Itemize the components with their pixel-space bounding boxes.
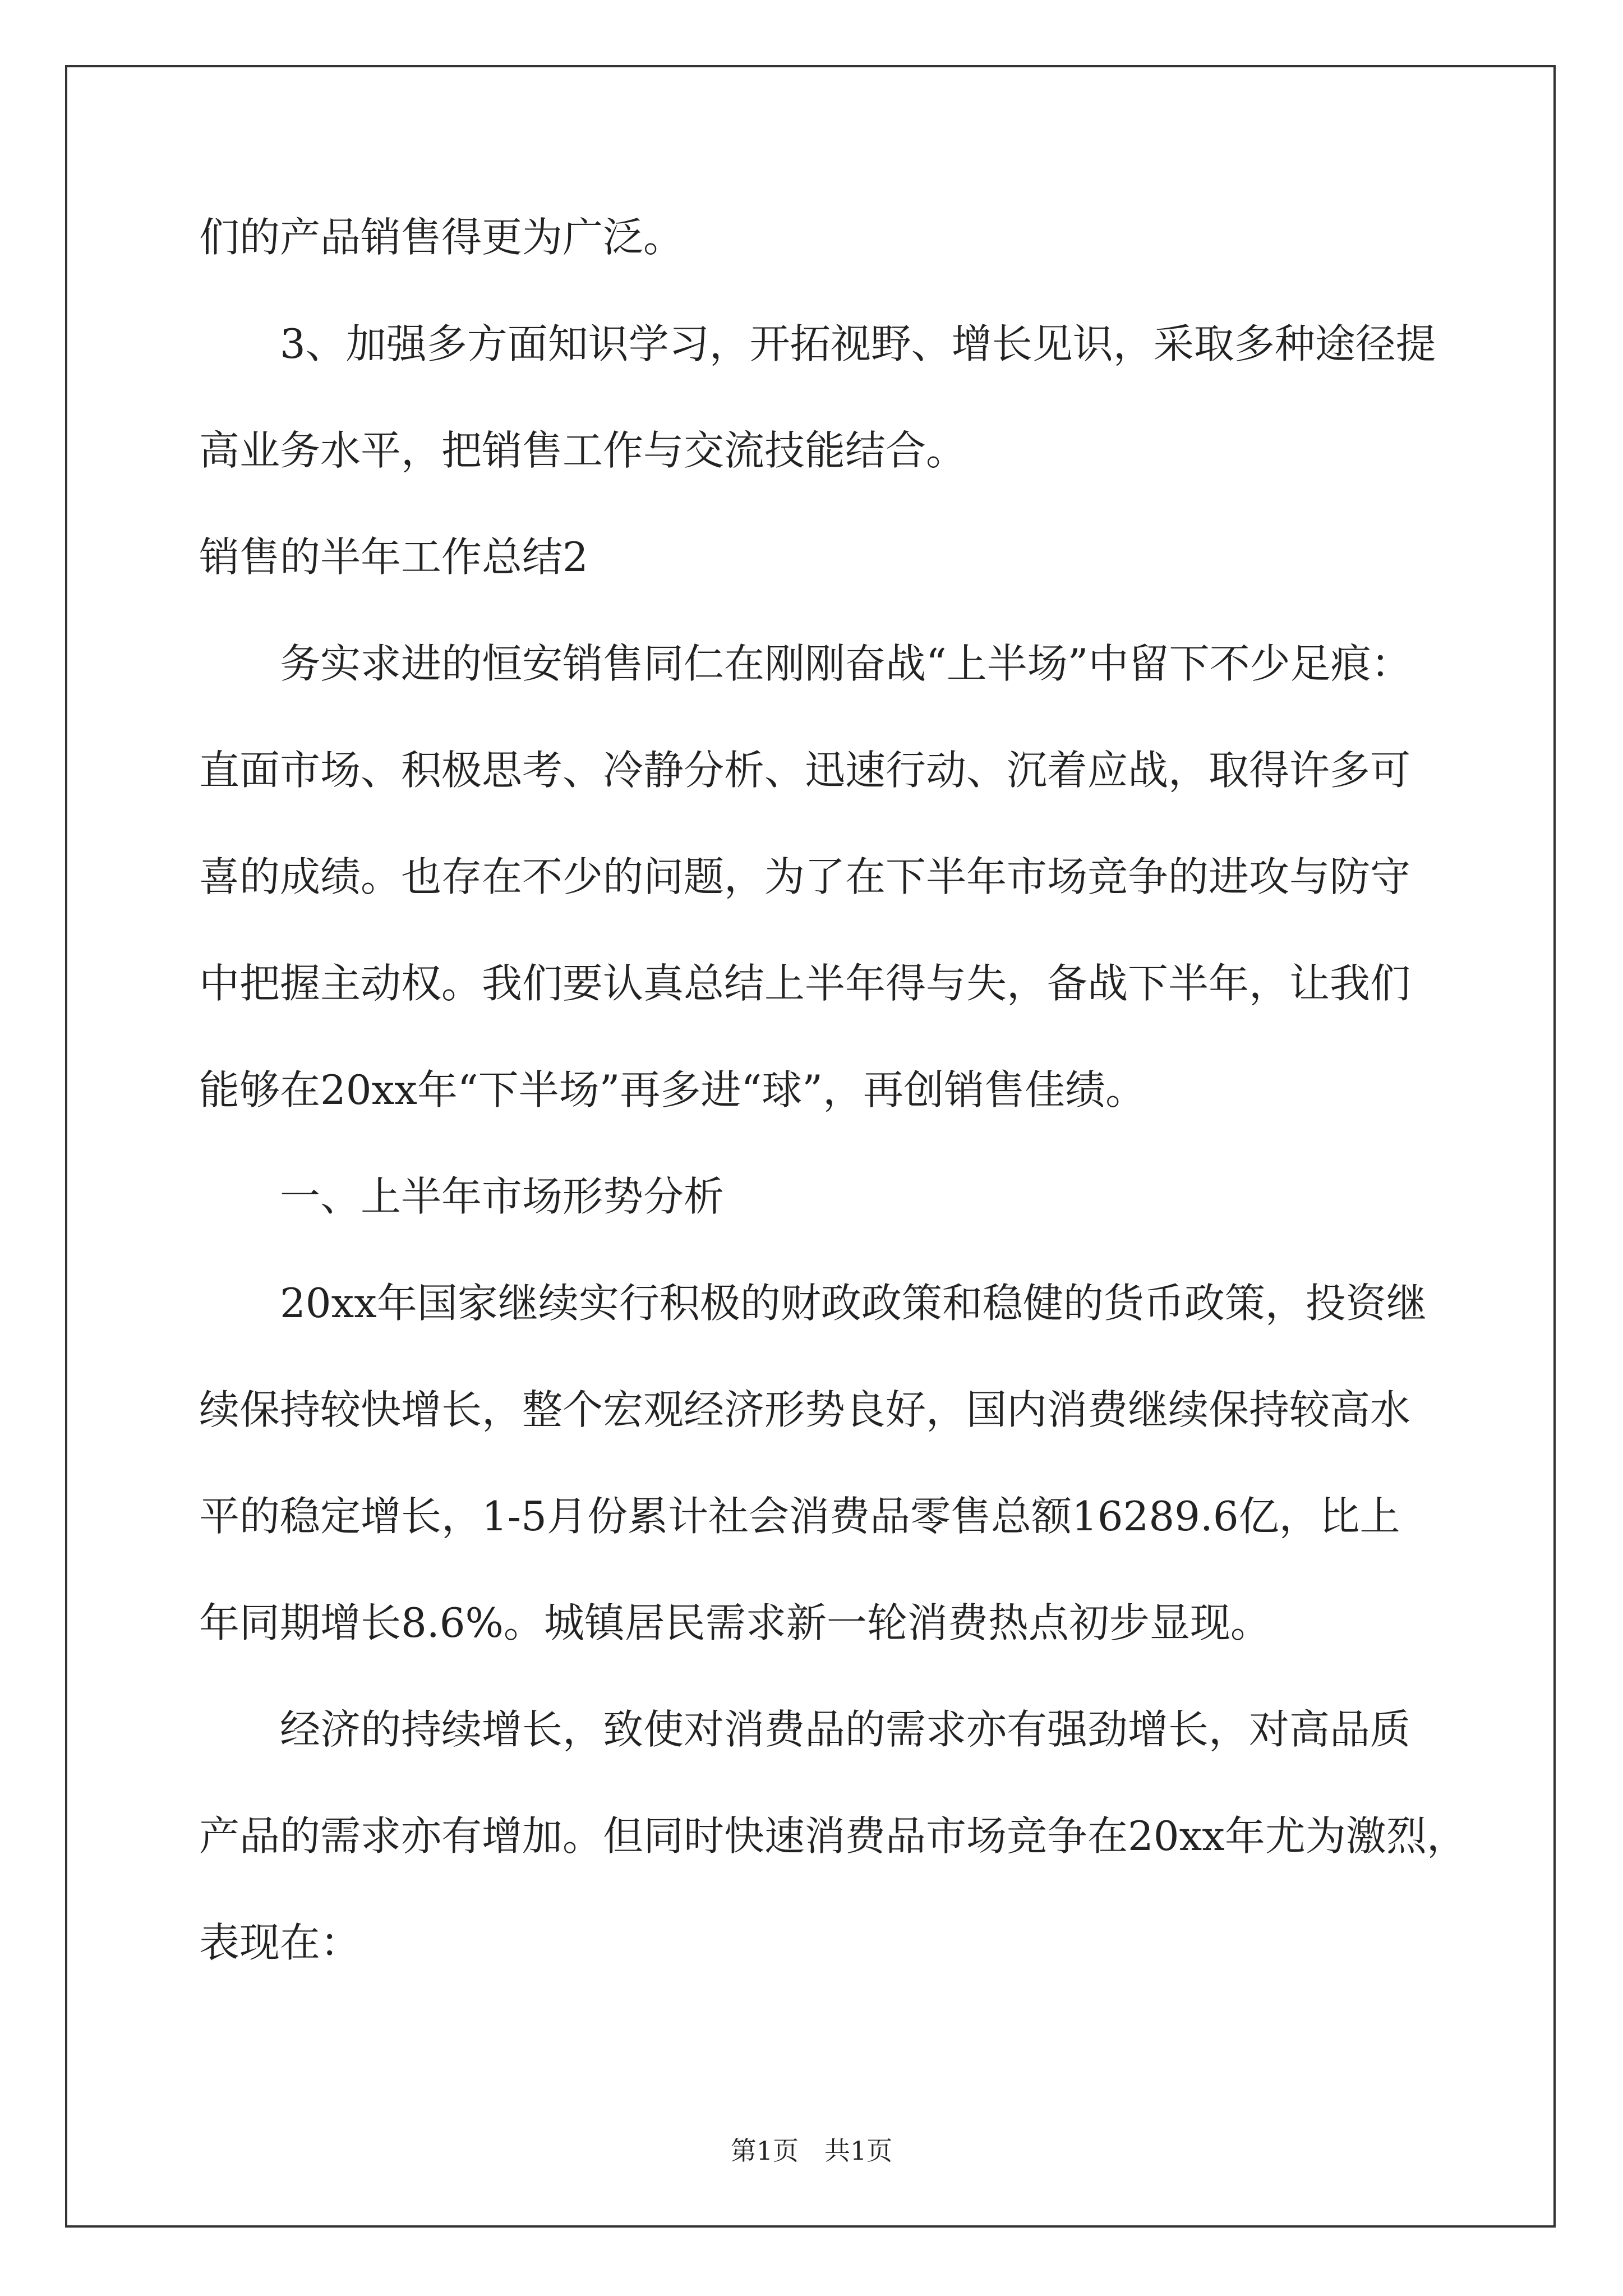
text-line: 直面市场、积极思考、冷静分析、迅速行动、沉着应战，取得许多可 bbox=[199, 747, 1411, 794]
text-line: 3、加强多方面知识学习，开拓视野、增长见识，采取多种途径提 bbox=[280, 320, 1436, 367]
text-line: 能够在20xx年“下半场”再多进“球”，再创销售佳绩。 bbox=[199, 1066, 1146, 1114]
text-line: 高业务水平，把销售工作与交流技能结合。 bbox=[199, 427, 967, 474]
text-line: 平的稳定增长，1-5月份累计社会消费品零售总额16289.6亿，比上 bbox=[199, 1493, 1400, 1540]
text-line: 们的产品销售得更为广泛。 bbox=[199, 214, 684, 261]
text-line: 表现在： bbox=[199, 1919, 361, 1966]
section-heading: 销售的半年工作总结2 bbox=[199, 533, 588, 581]
text-line: 续保持较快增长，整个宏观经济形势良好，国内消费继续保持较高水 bbox=[199, 1386, 1411, 1433]
page-border bbox=[65, 65, 1556, 2228]
subsection-heading: 一、上半年市场形势分析 bbox=[280, 1173, 725, 1220]
page-number-footer: 第1页 共1页 bbox=[730, 2136, 893, 2166]
text-line: 务实求进的恒安销售同仁在刚刚奋战“上半场”中留下不少足痕： bbox=[280, 640, 1412, 687]
text-line: 经济的持续增长，致使对消费品的需求亦有强劲增长，对高品质 bbox=[280, 1706, 1411, 1753]
text-line: 产品的需求亦有增加。但同时快速消费品市场竞争在20xx年尤为激烈， bbox=[199, 1812, 1467, 1860]
text-line: 20xx年国家继续实行积极的财政政策和稳健的货币政策，投资继 bbox=[280, 1280, 1427, 1327]
text-line: 中把握主动权。我们要认真总结上半年得与失，备战下半年，让我们 bbox=[199, 960, 1411, 1007]
text-line: 年同期增长8.6%。城镇居民需求新一轮消费热点初步显现。 bbox=[199, 1599, 1271, 1646]
text-line: 喜的成绩。也存在不少的问题，为了在下半年市场竞争的进攻与防守 bbox=[199, 853, 1411, 900]
